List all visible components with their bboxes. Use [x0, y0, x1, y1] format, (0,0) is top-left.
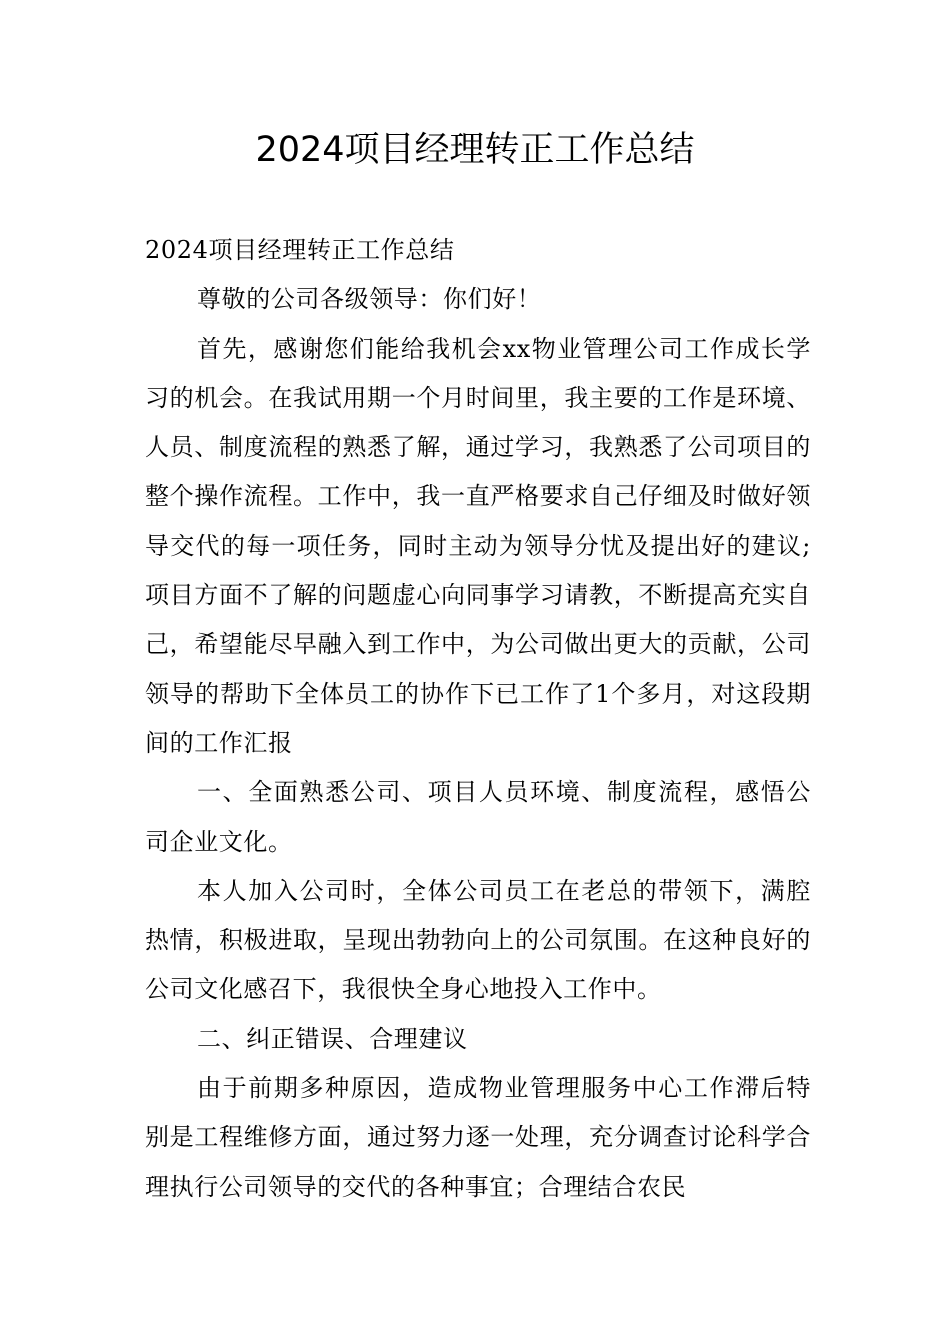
document-title: 2024项目经理转正工作总结	[255, 130, 695, 170]
section-heading-1: 一、全面熟悉公司、项目人员环境、制度流程，感悟公司企业文化。	[145, 778, 811, 856]
intro-paragraph: 首先，感谢您们能给我机会xx物业管理公司工作成长学习的机会。在我试用期一个月时间里，我主要的工作是环境、人员、制度流程的熟悉了解，通过学习，我熟悉了公司项目的整个操作流程。工作中，我一直严格要求自己仔细及时做好领导交代的每一项任务，同时主动为领导分忧及提出好的建议;项目方面不了解的问题虚心向同事学习请教，不断提高充实自己，希望能尽早融入到工作中，为公司做出更大的贡献，公司领导的帮助下全体员工的协作下已工作了1个多月，对这段期间的工作汇报	[145, 334, 811, 757]
section-1-paragraph: 本人加入公司时，全体公司员工在老总的带领下，满腔热情，积极进取，呈现出勃勃向上的公司氛围。在这种良好的公司文化感召下，我很快全身心地投入工作中。	[145, 876, 811, 1004]
document-subtitle: 2024项目经理转正工作总结	[145, 236, 455, 264]
salutation-paragraph: 尊敬的公司各级领导：你们好！	[197, 285, 542, 314]
section-heading-2: 二、纠正错误、合理建议	[197, 1024, 468, 1053]
section-2-paragraph: 由于前期多种原因，造成物业管理服务中心工作滞后特别是工程维修方面，通过努力逐一处理，充分调查讨论科学合理执行公司领导的交代的各种事宜；合理结合农民	[145, 1074, 811, 1201]
document-body	[145, 226, 811, 1212]
